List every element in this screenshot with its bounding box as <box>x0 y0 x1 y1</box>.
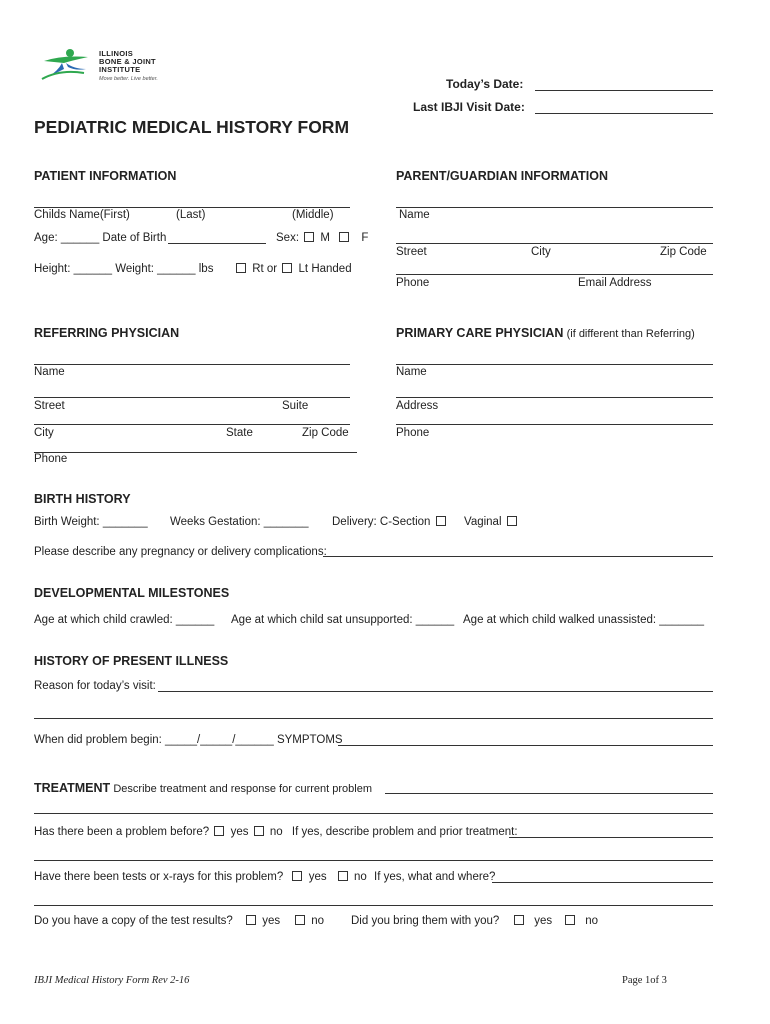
delivery-group <box>332 516 449 528</box>
child-middle-label: (Middle) <box>292 209 334 221</box>
parent-name-field[interactable] <box>396 207 713 208</box>
primary-heading-group <box>396 326 695 340</box>
reason-label: Reason for today’s visit: <box>34 680 156 692</box>
bring-no-checkbox[interactable] <box>565 915 575 925</box>
todays-date-field[interactable] <box>535 90 713 91</box>
parent-phone-label: Phone <box>396 277 430 289</box>
milestones-heading: DEVELOPMENTAL MILESTONES <box>34 586 230 600</box>
copy-results-label: Do you have a copy of the test results? <box>34 915 233 927</box>
copy-no-checkbox[interactable] <box>295 915 305 925</box>
left-handed-checkbox[interactable] <box>282 263 292 273</box>
left-handed-label: Lt Handed <box>298 263 352 275</box>
last-visit-label: Last IBJI Visit Date: <box>413 100 525 114</box>
handed-group <box>234 263 352 275</box>
problem-before-no-checkbox[interactable] <box>254 826 264 836</box>
copy-yes-checkbox[interactable] <box>246 915 256 925</box>
treatment-field-2[interactable] <box>34 813 713 814</box>
tests-group <box>34 871 495 883</box>
sex-m-label: M <box>320 232 331 244</box>
referring-city-field[interactable] <box>34 424 350 425</box>
reason-field-2[interactable] <box>34 718 713 719</box>
tests-yes-checkbox[interactable] <box>292 871 302 881</box>
referring-name-label: Name <box>34 366 65 378</box>
walked-label: Age at which child walked unassisted: _______ <box>463 614 705 626</box>
referring-name-field[interactable] <box>34 364 350 365</box>
problem-before-group <box>34 826 518 838</box>
primary-heading: PRIMARY CARE PHYSICIAN <box>396 326 564 340</box>
age-dob-label: Age: ______ Date of Birth <box>34 232 167 244</box>
vaginal-group <box>464 516 520 528</box>
symptoms-field[interactable] <box>338 745 713 746</box>
referring-phone-label: Phone <box>34 453 68 465</box>
parent-email-label: Email Address <box>578 277 652 289</box>
primary-address-label: Address <box>396 400 439 412</box>
c-section-checkbox[interactable] <box>436 516 446 526</box>
child-last-label: (Last) <box>176 209 206 221</box>
child-name-field[interactable] <box>34 207 350 208</box>
parent-address-field[interactable] <box>396 243 713 244</box>
parent-zip-label: Zip Code <box>660 246 707 258</box>
problem-before-yes-label: yes <box>230 826 249 838</box>
treatment-desc: Describe treatment and response for current problem <box>113 783 372 795</box>
copy-no-label: no <box>311 915 324 927</box>
tests-no-label: no <box>354 871 367 883</box>
copy-no-group <box>293 915 324 927</box>
problem-before-no-label: no <box>269 826 283 838</box>
right-handed-label: Rt or <box>252 263 278 275</box>
bring-no-label: no <box>585 915 598 927</box>
complications-label: Please describe any pregnancy or delivery complications: <box>34 546 327 558</box>
primary-heading-note: (if different than Referring) <box>566 328 695 340</box>
logo <box>40 47 200 85</box>
complications-field[interactable] <box>323 556 713 557</box>
referring-state-label: State <box>226 427 253 439</box>
primary-address-field[interactable] <box>396 397 713 398</box>
copy-yes-group <box>244 915 280 927</box>
bring-yes-label: yes <box>534 915 553 927</box>
bring-yes-group <box>512 915 552 927</box>
form-revision: IBJI Medical History Form Rev 2-16 <box>34 975 190 986</box>
birth-history-heading: BIRTH HISTORY <box>34 492 131 506</box>
brand-line-1: ILLINOIS <box>99 49 134 58</box>
primary-name-label: Name <box>396 366 427 378</box>
parent-contact-field[interactable] <box>396 274 713 275</box>
referring-street-label: Street <box>34 400 65 412</box>
bring-no-group <box>563 915 598 927</box>
gestation-label: Weeks Gestation: _______ <box>170 516 309 528</box>
primary-phone-field[interactable] <box>396 424 713 425</box>
tests-where-label: If yes, what and where? <box>374 871 496 883</box>
tests-where-field[interactable] <box>492 882 713 883</box>
tests-no-checkbox[interactable] <box>338 871 348 881</box>
parent-name-label: Name <box>399 209 430 221</box>
referring-suite-label: Suite <box>282 400 309 412</box>
illness-heading: HISTORY OF PRESENT ILLNESS <box>34 654 229 668</box>
parent-street-label: Street <box>396 246 427 258</box>
referring-street-field[interactable] <box>34 397 350 398</box>
sat-label: Age at which child sat unsupported: ______ <box>231 614 455 626</box>
primary-name-field[interactable] <box>396 364 713 365</box>
brand-tagline: Move better. Live better. <box>99 76 158 82</box>
referring-zip-label: Zip Code <box>302 427 349 439</box>
copy-yes-label: yes <box>262 915 281 927</box>
problem-began-label: When did problem begin: _____/_____/______ SYMPTOMS <box>34 734 343 746</box>
problem-before-label: Has there been a problem before? <box>34 826 210 838</box>
sex-group <box>276 232 368 244</box>
sex-f-checkbox[interactable] <box>339 232 349 242</box>
referring-city-label: City <box>34 427 54 439</box>
patient-info-heading: PATIENT INFORMATION <box>34 169 177 183</box>
ibji-figure-logo-icon <box>40 47 98 83</box>
last-visit-field[interactable] <box>535 113 713 114</box>
sex-m-checkbox[interactable] <box>304 232 314 242</box>
prior-treatment-label: If yes, describe problem and prior treatment: <box>291 826 518 838</box>
treatment-group <box>34 781 372 795</box>
primary-phone-label: Phone <box>396 427 430 439</box>
treatment-heading: TREATMENT <box>34 781 111 795</box>
todays-date-label: Today’s Date: <box>446 77 524 91</box>
c-section-label: Delivery: C-Section <box>332 516 431 528</box>
prior-treatment-field-2[interactable] <box>34 860 713 861</box>
reason-field[interactable] <box>158 691 713 692</box>
tests-label: Have there been tests or x-rays for this problem? <box>34 871 284 883</box>
page-title: PEDIATRIC MEDICAL HISTORY FORM <box>34 117 350 137</box>
referring-phone-field[interactable] <box>34 452 357 453</box>
parent-info-heading: PARENT/GUARDIAN INFORMATION <box>396 169 609 183</box>
dob-field[interactable] <box>168 243 266 244</box>
parent-city-label: City <box>531 246 551 258</box>
treatment-field[interactable] <box>385 793 713 794</box>
brand-line-2: BONE & JOINT <box>99 57 156 66</box>
right-handed-checkbox[interactable] <box>236 263 246 273</box>
child-first-label: Childs Name(First) <box>34 209 130 221</box>
bring-label: Did you bring them with you? <box>351 915 500 927</box>
sex-f-label: F <box>361 232 369 244</box>
birth-weight-label: Birth Weight: _______ <box>34 516 148 528</box>
brand-line-3: INSTITUTE <box>99 65 141 74</box>
prior-treatment-field[interactable] <box>509 837 713 838</box>
referring-heading: REFERRING PHYSICIAN <box>34 326 180 340</box>
page-number: Page 1of 3 <box>622 975 667 986</box>
vaginal-label: Vaginal <box>464 516 502 528</box>
sex-label: Sex: <box>276 232 300 244</box>
height-weight-label: Height: ______ Weight: ______ lbs <box>34 263 214 275</box>
vaginal-checkbox[interactable] <box>507 516 517 526</box>
bring-yes-checkbox[interactable] <box>514 915 524 925</box>
problem-before-yes-checkbox[interactable] <box>214 826 224 836</box>
tests-where-field-2[interactable] <box>34 905 713 906</box>
crawled-label: Age at which child crawled: ______ <box>34 614 215 626</box>
tests-yes-label: yes <box>308 871 327 883</box>
